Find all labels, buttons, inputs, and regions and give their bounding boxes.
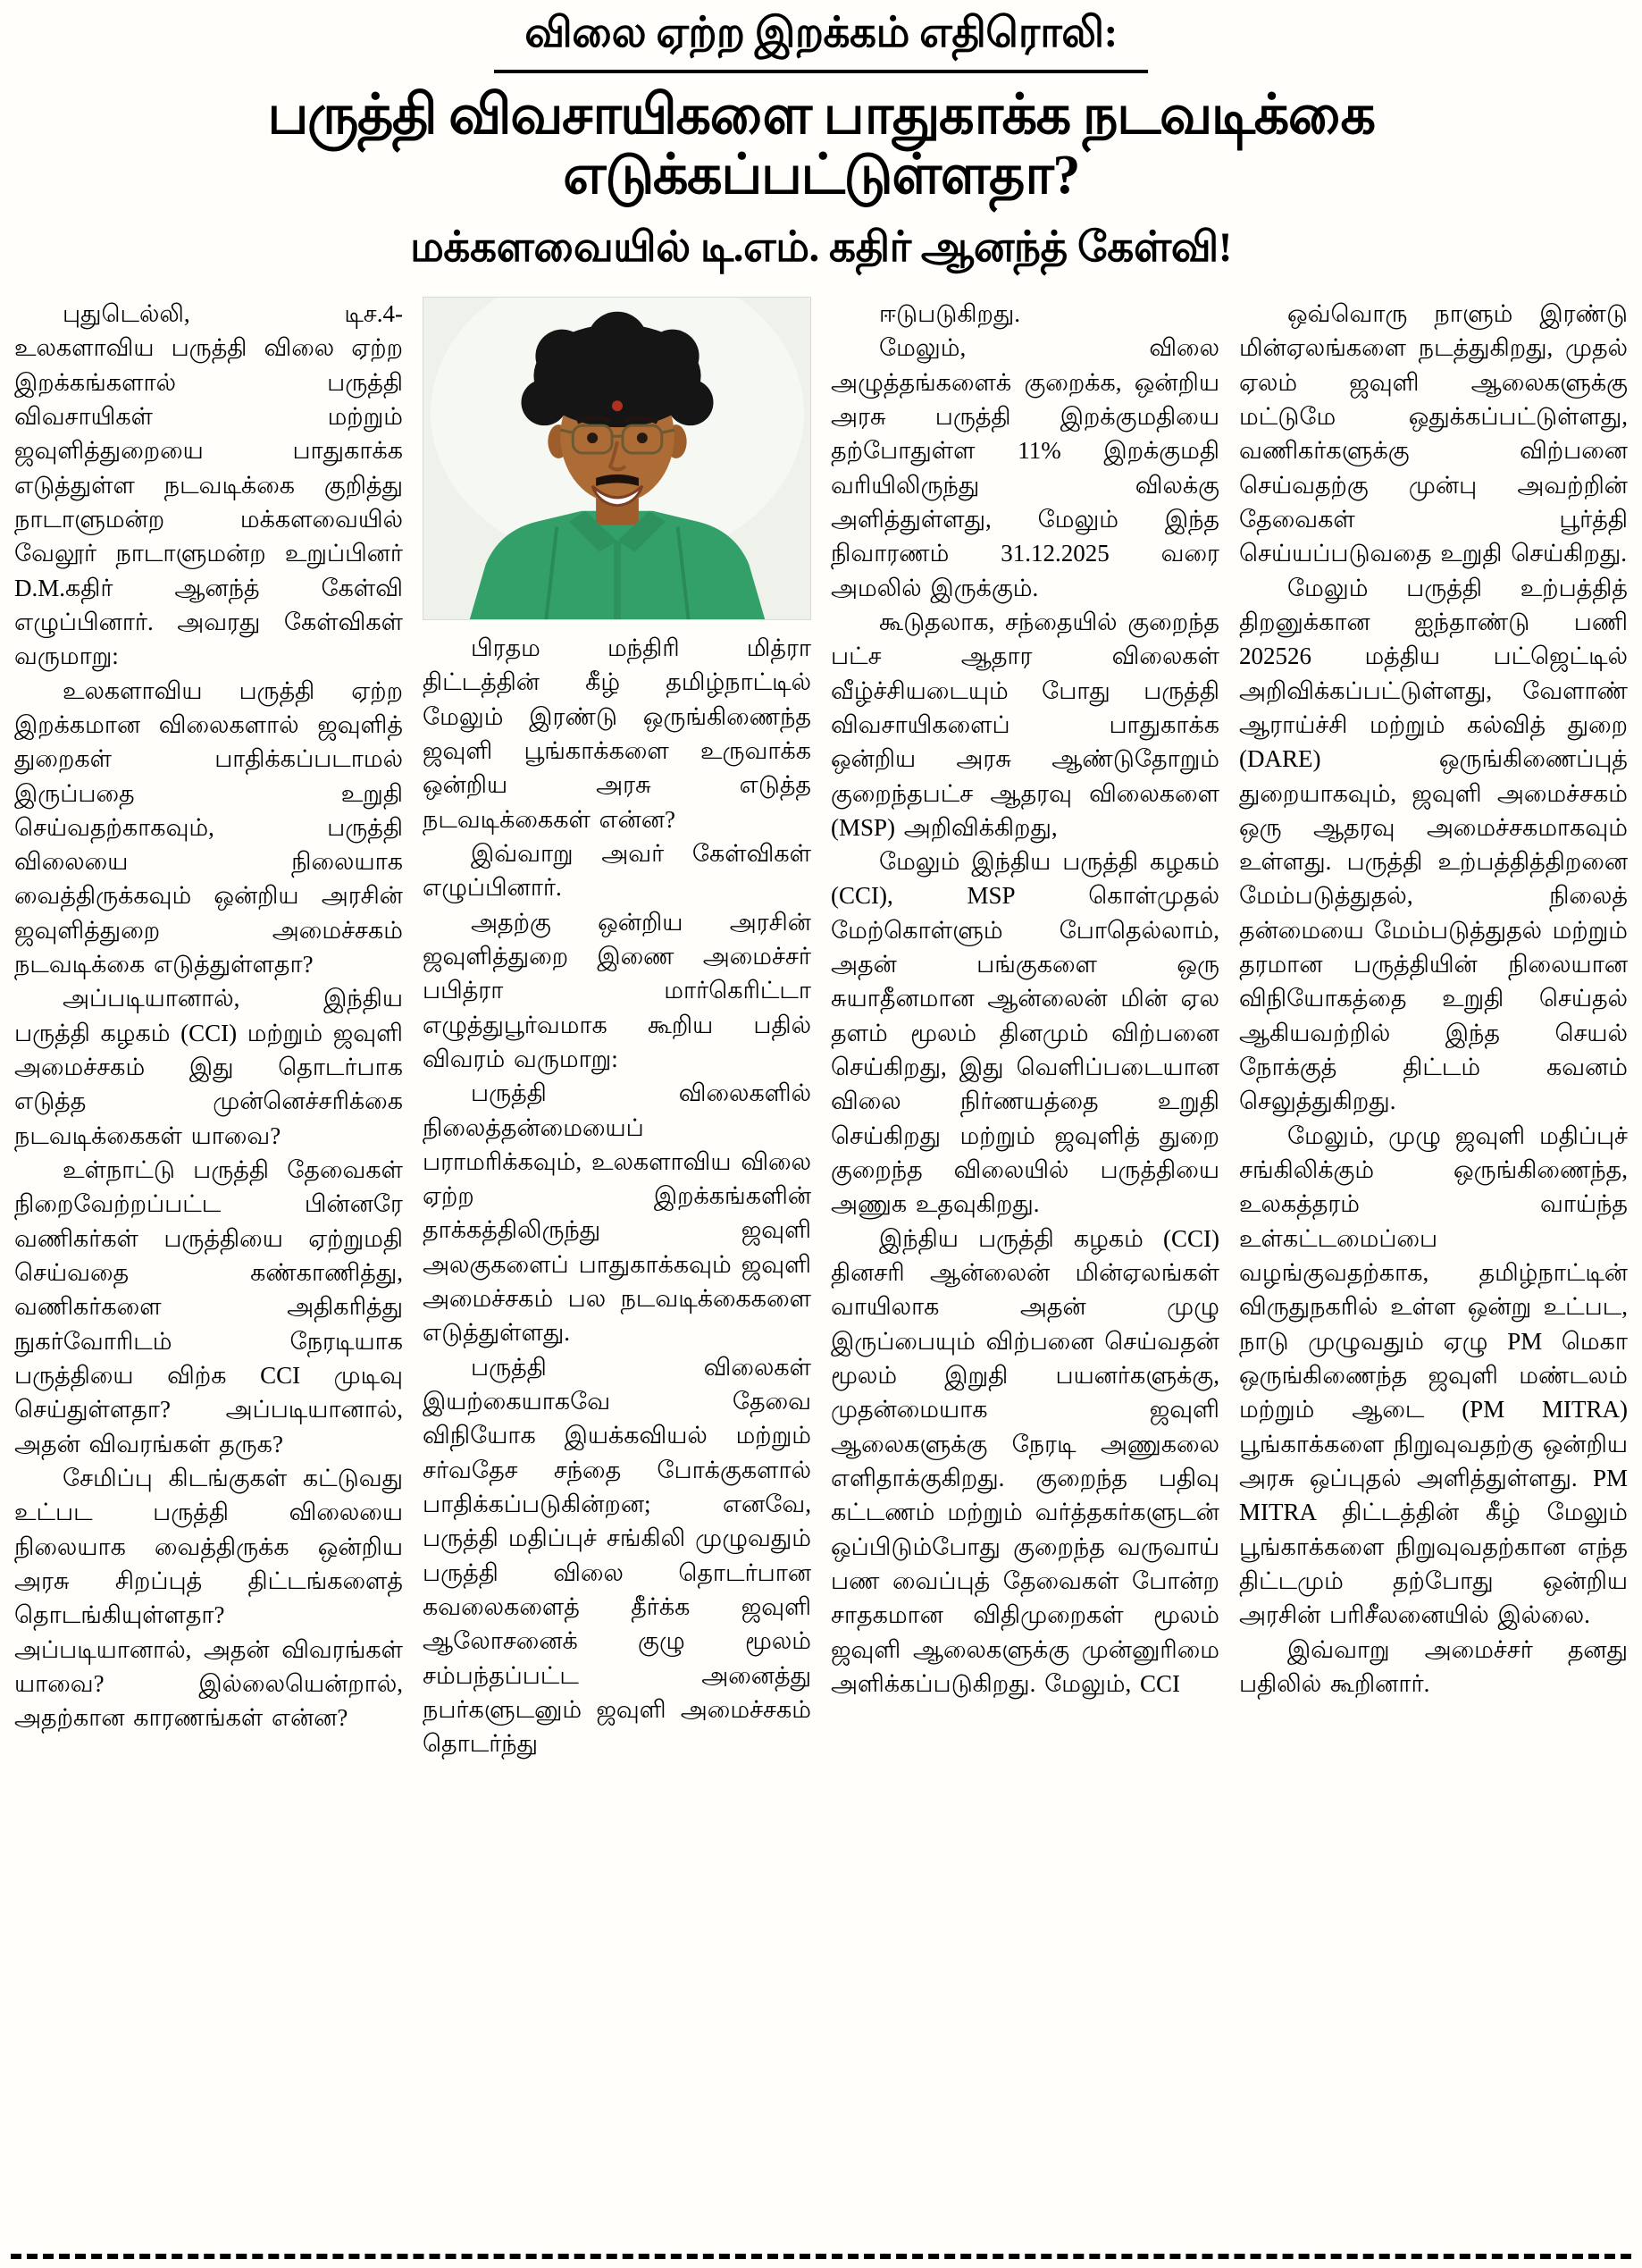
paragraph: உள்நாட்டு பருத்தி தேவைகள் நிறைவேற்றப்பட்ட பின்னரே வணிகர்கள் பருத்தியை ஏற்றுமதி செய்வதை கண்காணித்து, வணிகர்களை அதிகரித்து நுகர்வோரிடம் நேரடியாக பருத்தியை விற்க CCI முடிவு செய்துள்ளதா? அப்படியானால், அதன் விவரங்கள் தருக? bbox=[14, 1156, 403, 1457]
paragraph: புதுடெல்லி, டிச.4- உலகளாவிய பருத்தி விலை ஏற்ற இறக்கங்களால் பருத்தி விவசாயிகள் மற்றும் ஜவுளித்துறையை பாதுகாக்க எடுத்துள்ள நடவடிக்கை குறித்து நாடாளுமன்ற மக்களவையில் வேலூர் நாடாளுமன்ற உறுப்பினர் D.M.கதிர் ஆனந்த் கேள்வி எழுப்பினார். அவரது கேள்விகள் வருமாறு: bbox=[14, 299, 403, 670]
article-body bbox=[0, 277, 1642, 2268]
kicker-line: விலை ஏற்ற இறக்கம் எதிரொலி: bbox=[494, 9, 1148, 73]
paragraph: ஈடுபடுகிறது. bbox=[879, 299, 1020, 327]
bottom-dashed-divider bbox=[11, 2254, 1631, 2259]
paragraph: சேமிப்பு கிடங்குகள் கட்டுவது உட்பட பருத்தி விலையை நிலையாக வைத்திருக்க ஒன்றிய அரசு சிறப்புத் திட்டங்களைத் தொடங்கியுள்ளதா? அப்படியானால், அதன் விவரங்கள் யாவை? இல்லையென்றால், அதற்கான காரணங்கள் என்ன? bbox=[14, 1465, 403, 1732]
portrait-illustration bbox=[423, 298, 810, 619]
paragraph: பருத்தி விலைகள் இயற்கையாகவே தேவை விநியோக இயக்கவியல் மற்றும் சர்வதேச சந்தை போக்குகளால் பாதிக்கப்படுகின்றன; எனவே, பருத்தி மதிப்புச் சங்கிலி முழுவதும் பருத்தி விலை தொடர்பான கவலைகளைத் தீர்க்க ஜவுளி ஆலோசனைக் குழு மூலம் சம்பந்தப்பட்ட அனைத்து நபர்களுடனும் ஜவுளி அமைச்சகம் தொடர்ந்து bbox=[423, 1353, 811, 1758]
paragraph: இவ்வாறு அவர் கேள்விகள் எழுப்பினார். bbox=[423, 839, 811, 902]
column-1 bbox=[14, 297, 403, 2268]
paragraph: பிரதம மந்திரி மித்ரா திட்டத்தின் கீழ் தமிழ்நாட்டில் மேலும் இரண்டு ஒருங்கிணைந்த ஜவுளி பூங்காக்களை உருவாக்க ஒன்றிய அரசு எடுத்த நடவடிக்கைகள் என்ன? bbox=[423, 634, 811, 833]
paragraph: அதற்கு ஒன்றிய அரசின் ஜவுளித்துறை இணை அமைச்சர் பபித்ரா மார்கெரிட்டா எழுத்துபூர்வமாக கூறிய பதில் விவரம் வருமாறு: bbox=[423, 908, 811, 1072]
column-3 bbox=[831, 297, 1219, 2268]
paragraph: மேலும், விலை அழுத்தங்களைக் குறைக்க, ஒன்றிய அரசு பருத்தி இறக்குமதியை தற்போதுள்ள 11% இறக்குமதி வரியிலிருந்து விலக்கு அளித்துள்ளது, மேலும் இந்த நிவாரணம் 31.12.2025 வரை அமலில் இருக்கும். bbox=[831, 334, 1219, 601]
paragraph: கூடுதலாக, சந்தையில் குறைந்த பட்ச ஆதார விலைகள் வீழ்ச்சியடையும் போது பருத்தி விவசாயிகளைப் பாதுகாக்க ஒன்றிய அரசு ஆண்டுதோறும் குறைந்தபட்ச ஆதரவு விலைகளை (MSP) அறிவிக்கிறது, bbox=[831, 608, 1219, 841]
paragraph: மேலும் இந்திய பருத்தி கழகம் (CCI), MSP கொள்முதல் மேற்கொள்ளும் போதெல்லாம், அதன் பங்குகளை ஒரு சுயாதீனமான ஆன்லைன் மின் ஏல தளம் மூலம் தினமும் விற்பனை செய்கிறது, இது வெளிப்படையான விலை நிர்ணயத்தை உறுதி செய்கிறது மற்றும் ஜவுளித் துறை குறைந்த விலையில் பருத்தியை அணுக உதவுகிறது. bbox=[831, 848, 1219, 1218]
politician-photo bbox=[423, 297, 811, 620]
sub-headline: மக்களவையில் டி.எம். கதிர் ஆனந்த் கேள்வி! bbox=[410, 223, 1232, 271]
paragraph: ஒவ்வொரு நாளும் இரண்டு மின்ஏலங்களை நடத்துகிறது, முதல் ஏலம் ஜவுளி ஆலைகளுக்கு மட்டுமே ஒதுக்கப்பட்டுள்ளது, வணிகர்களுக்கு விற்பனை செய்வதற்கு முன்பு அவற்றின் தேவைகள் பூர்த்தி செய்யப்படுவதை உறுதி செய்கிறது. bbox=[1239, 299, 1628, 567]
column-2 bbox=[423, 297, 811, 2268]
paragraph: உலகளாவிய பருத்தி ஏற்ற இறக்கமான விலைகளால் ஜவுளித் துறைகள் பாதிக்கப்படாமல் இருப்பதை உறுதி செய்வதற்காகவும், பருத்தி விலையை நிலையாக வைத்திருக்கவும் ஒன்றிய அரசின் ஜவுளித்துறை அமைச்சகம் நடவடிக்கை எடுத்துள்ளதா? bbox=[14, 676, 403, 979]
paragraph: இந்திய பருத்தி கழகம் (CCI) தினசரி ஆன்லைன் மின்ஏலங்கள் வாயிலாக அதன் முழு இருப்பையும் விற்பனை செய்வதன் மூலம் இறுதி பயனர்களுக்கு, முதன்மையாக ஜவுளி ஆலைகளுக்கு நேரடி அணுகலை எளிதாக்குகிறது. குறைந்த பதிவு கட்டணம் மற்றும் வர்த்தகர்களுடன் ஒப்பிடும்போது குறைந்த வருவாய் பண வைப்புத் தேவைகள் போன்ற சாதகமான விதிமுறைகள் மூலம் ஜவுளி ஆலைகளுக்கு முன்னுரிமை அளிக்கப்படுகிறது. மேலும், CCI bbox=[831, 1224, 1219, 1698]
column-4 bbox=[1239, 297, 1628, 2268]
article-header bbox=[0, 0, 1642, 277]
main-headline: பருத்தி விவசாயிகளை பாதுகாக்க நடவடிக்கை எடுக்கப்பட்டுள்ளதா? bbox=[267, 85, 1375, 206]
paragraph: மேலும், முழு ஜவுளி மதிப்புச் சங்கிலிக்கும் ஒருங்கிணைந்த, உலகத்தரம் வாய்ந்த உள்கட்டமைப்பை வழங்குவதற்காக, தமிழ்நாட்டின் விருதுநகரில் உள்ள ஒன்று உட்பட, நாடு முழுவதும் ஏழு PM மெகா ஒருங்கிணைந்த ஜவுளி மண்டலம் மற்றும் ஆடை (PM MITRA) பூங்காக்களை நிறுவுவதற்கு ஒன்றிய அரசு ஒப்புதல் அளித்துள்ளது. PM MITRA திட்டத்தின் கீழ் மேலும் பூங்காக்களை நிறுவுவதற்கான எந்த திட்டமும் தற்போது ஒன்றிய அரசின் பரிசீலனையில் இல்லை. bbox=[1239, 1121, 1628, 1629]
paragraph: பருத்தி விலைகளில் நிலைத்தன்மையைப் பராமரிக்கவும், உலகளாவிய விலை ஏற்ற இறக்கங்களின் தாக்கத்திலிருந்து ஜவுளி அலகுகளைப் பாதுகாக்கவும் ஜவுளி அமைச்சகம் பல நடவடிக்கைகளை எடுத்துள்ளது. bbox=[423, 1079, 811, 1347]
paragraph: அப்படியானால், இந்திய பருத்தி கழகம் (CCI) மற்றும் ஜவுளி அமைச்சகம் இது தொடர்பாக எடுத்த முன்னெச்சரிக்கை நடவடிக்கைகள் யாவை? bbox=[14, 985, 403, 1149]
paragraph: மேலும் பருத்தி உற்பத்தித் திறனுக்கான ஐந்தாண்டு பணி 202526 மத்திய பட்ஜெட்டில் அறிவிக்கப்பட்டுள்ளது, வேளாண் ஆராய்ச்சி மற்றும் கல்வித் துறை (DARE) ஒருங்கிணைப்புத் துறையாகவும், ஜவுளி அமைச்சகம் ஒரு ஆதரவு அமைச்சகமாகவும் உள்ளது. பருத்தி உற்பத்தித்திறனை மேம்படுத்துதல், நிலைத் தன்மையை மேம்படுத்துதல் மற்றும் தரமான பருத்தியின் நிலையான விநியோகத்தை உறுதி செய்தல் ஆகியவற்றில் இந்த செயல் நோக்குத் திட்டம் கவனம் செலுத்துகிறது. bbox=[1239, 574, 1628, 1115]
paragraph: இவ்வாறு அமைச்சர் தனது பதிலில் கூறினார். bbox=[1239, 1635, 1628, 1698]
